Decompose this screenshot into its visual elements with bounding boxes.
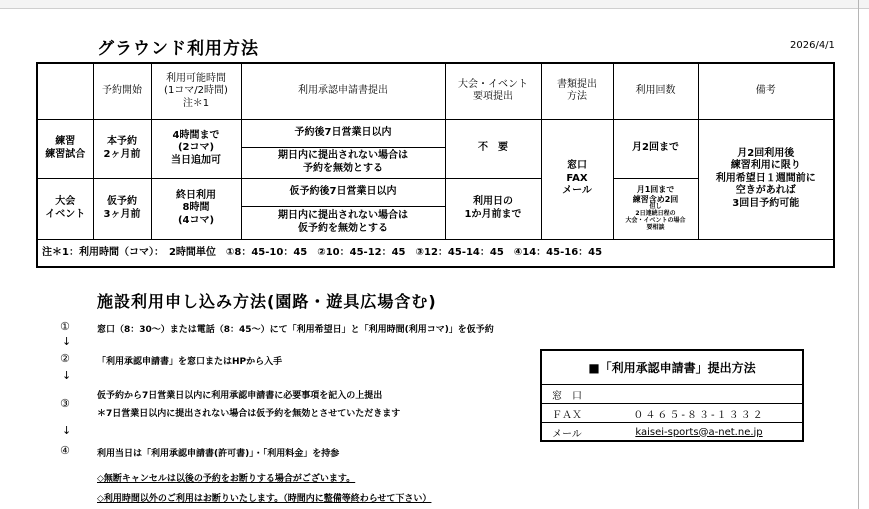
practice-submit-deadline: 予約後7日営業日以内 [241,119,445,147]
step-3-note: ＊7日営業日以内に提出されない場合は仮予約を無効とさせていただきます [97,409,401,419]
note-row [37,239,834,267]
step-3-number: ③ [60,397,70,410]
event-count: 月1回まで 練習含め2回 但し 2日連続日程の 大会・イベントの場合 要相談 [613,178,698,239]
header-row [37,63,834,119]
practice-start: 本予約 2ヶ月前 [93,119,151,178]
header-event: 大会・イベント 要項提出 [445,63,541,119]
category-event: 大会 イベント [37,178,93,239]
step-3-text: 仮予約から7日営業日以内に利用承認申請書に必要事項を記入の上提出 [97,391,383,401]
header-submit: 利用承認申請書提出 [241,63,445,119]
fax-number: ０４６５-８３-１３３２ [633,409,765,421]
header-doc-method: 書類提出 方法 [541,63,613,119]
arrow-icon: ↓ [62,335,72,348]
table-row [37,119,834,147]
practice-submit-invalid: 期日内に提出されない場合は 予約を無効とする [241,147,445,178]
arrow-icon: ↓ [62,424,72,437]
step-4-text: 利用当日は「利用承認申請書(許可書)」・「利用料金」を持参 [97,449,340,459]
category-practice: 練習 練習試合 [37,119,93,178]
viewer-toolbar [0,0,869,9]
submission-row-fax: ＦＡＸ ０４６５-８３-１３３２ [542,404,802,423]
step-2-text: 「利用承認申請書」を窓口またはHPから入手 [97,357,283,367]
header-time: 利用可能時間 (1コマ/2時間) 注＊1 [151,63,241,119]
submission-method-box [540,349,804,442]
practice-count: 月2回まで [613,119,698,178]
document-date: 2026/4/1 [790,40,835,51]
submission-box-title: ■「利用承認申請書」提出方法 [542,351,802,385]
step-2-number: ② [60,352,70,365]
practice-event-doc: 不 要 [445,119,541,178]
event-start: 仮予約 3ヶ月前 [93,178,151,239]
submission-row-counter: 窓 口 [542,385,802,404]
doc-method: 窓口 FAX メール [541,119,613,239]
step-4-number: ④ [60,444,70,457]
submission-row-email: メール kaisei-sports@a-net.ne.jp [542,423,802,441]
event-doc-deadline: 利用日の 1か月前まで [445,178,541,239]
scrollbar-track[interactable] [858,0,859,509]
notice-time: ◇利用時間以外のご利用はお断りいたします。（時間内に整備等終わらせて下さい） [97,494,432,504]
usage-table [36,62,835,268]
section-title: 施設利用申し込み方法(園路・遊具広場含む) [97,292,437,311]
header-count: 利用回数 [613,63,698,119]
time-slot-note: 注＊1：利用時間（コマ）： 2時間単位 ①8：45-10：45 ②10：45-12：45 ③12：45-14：45 ④14：45-16：45 [37,239,834,267]
notice-cancel: ◇無断キャンセルは以後の予約をお断りする場合がございます。 [97,474,356,484]
page-title: グラウンド利用方法 [97,39,259,59]
arrow-icon: ↓ [62,369,72,382]
event-submit-deadline: 仮予約後7日営業日以内 [241,178,445,206]
event-submit-invalid: 期日内に提出されない場合は 仮予約を無効とする [241,206,445,239]
remarks: 月2回利用後 練習利用に限り 利用希望日１週間前に 空きがあれば 3回目予約可能 [698,119,834,239]
step-1-text: 窓口（8：30～）または電話（8：45～）にて「利用希望日」と「利用時間(利用コマ)」を仮予約 [97,325,494,335]
step-1-number: ① [60,320,70,333]
header-remarks: 備考 [698,63,834,119]
event-time: 終日利用 8時間 (4コマ) [151,178,241,239]
email-link[interactable]: kaisei-sports@a-net.ne.jp [635,426,763,438]
header-start: 予約開始 [93,63,151,119]
practice-time: 4時間まで (2コマ) 当日追加可 [151,119,241,178]
header-blank [37,63,93,119]
